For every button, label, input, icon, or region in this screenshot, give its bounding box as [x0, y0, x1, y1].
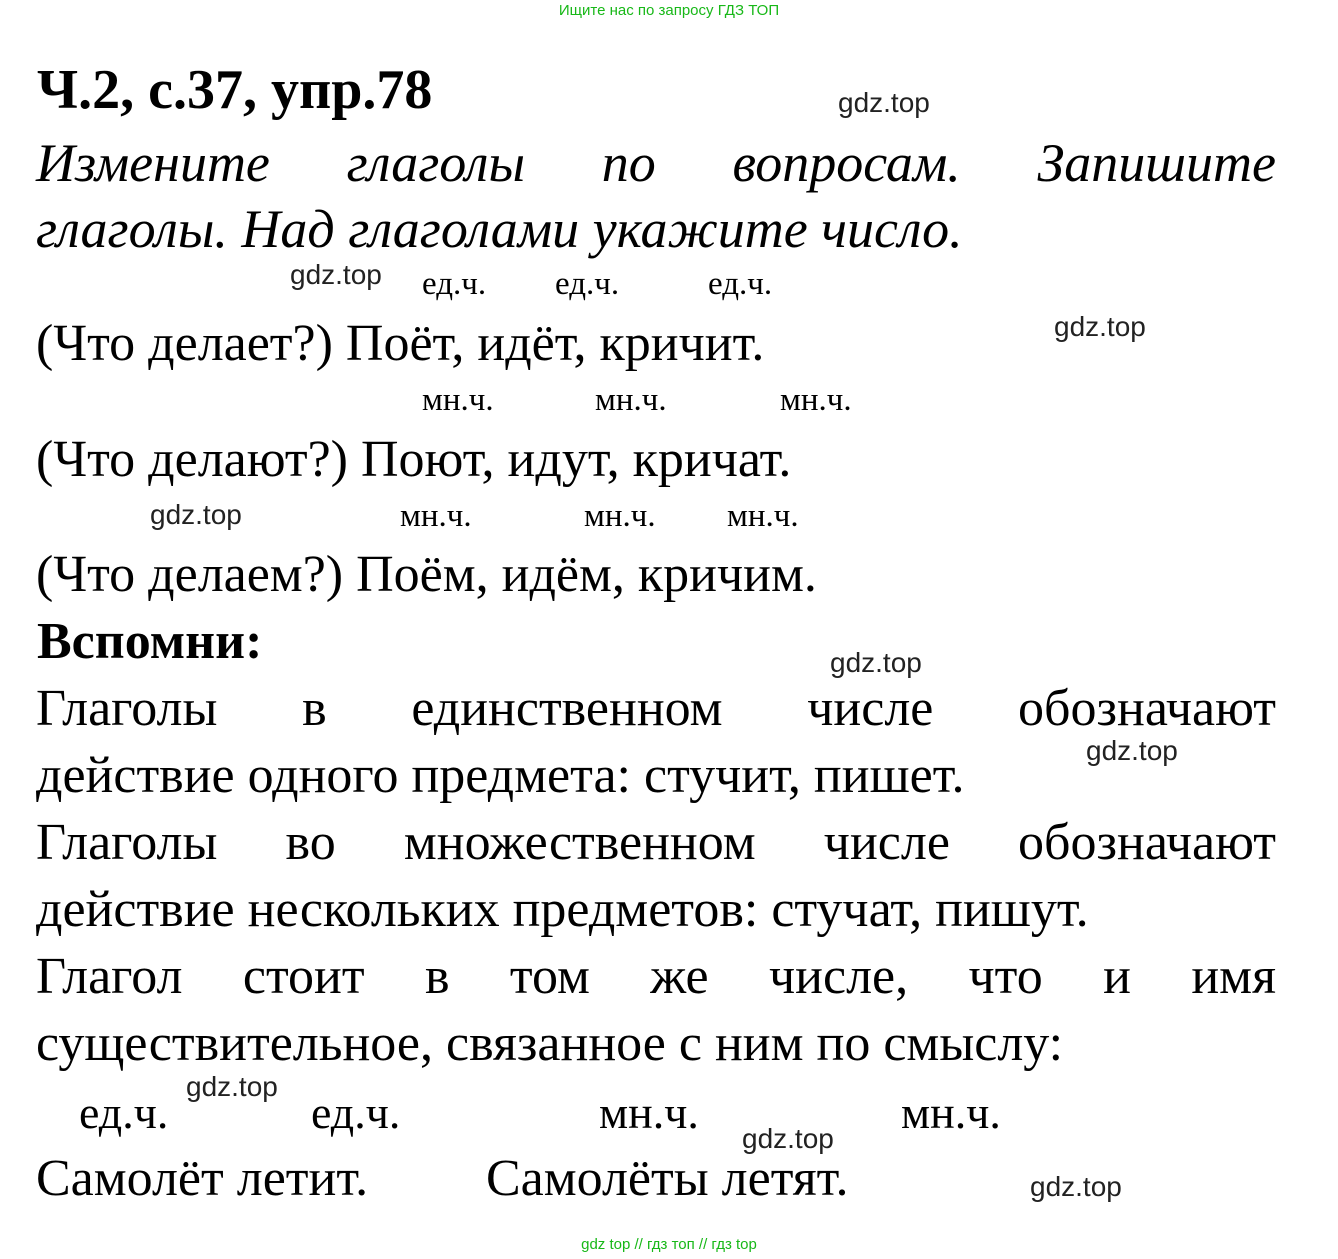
watermark: gdz.top	[186, 1071, 278, 1102]
example-text-singular: Самолёт летит.	[36, 1150, 369, 1207]
rule-line: существительное, связанное с ним по смыслу:	[36, 1015, 1064, 1072]
page-title: Ч.2, с.37, упр.78	[37, 59, 433, 121]
example-number-label: мн.ч.	[599, 1087, 699, 1138]
number-label: ед.ч.	[708, 266, 773, 302]
rule-line: действие нескольких предметов: стучат, пишут.	[36, 881, 1089, 938]
footer-banner: gdz top // гдз топ // гдз top	[581, 1236, 757, 1253]
watermark: gdz.top	[838, 87, 930, 118]
watermark: gdz.top	[830, 647, 922, 678]
rule-line: действие одного предмета: стучит, пишет.	[36, 747, 965, 804]
task-text-line-2: глаголы. Над глаголами укажите число.	[36, 199, 963, 259]
answer-line-2: (Что делают?) Поют, идут, кричат.	[36, 431, 792, 488]
answer-line-1: (Что делает?) Поёт, идёт, кричит.	[36, 315, 765, 372]
number-label: мн.ч.	[400, 498, 472, 534]
remember-heading: Вспомни:	[37, 613, 263, 670]
example-number-label: мн.ч.	[901, 1087, 1001, 1138]
example-number-label: ед.ч.	[79, 1087, 169, 1138]
number-label: мн.ч.	[584, 498, 656, 534]
watermark: gdz.top	[1030, 1171, 1122, 1202]
number-label: ед.ч.	[422, 266, 487, 302]
number-label: мн.ч.	[595, 382, 667, 418]
watermark: gdz.top	[290, 259, 382, 290]
number-label: мн.ч.	[727, 498, 799, 534]
rule-line: Глаголы во множественном числе обозначают	[36, 814, 1276, 871]
rule-line: Глагол стоит в том же числе, что и имя	[36, 948, 1276, 1005]
watermark: gdz.top	[742, 1123, 834, 1154]
example-text-plural: Самолёты летят.	[486, 1150, 849, 1207]
example-number-label: ед.ч.	[311, 1087, 401, 1138]
top-banner: Ищите нас по запросу ГДЗ ТОП	[558, 2, 780, 19]
watermark: gdz.top	[1086, 735, 1178, 766]
number-label: мн.ч.	[422, 382, 494, 418]
number-label: ед.ч.	[555, 266, 620, 302]
rule-line: Глаголы в единственном числе обозначают	[36, 680, 1276, 737]
watermark: gdz.top	[1054, 311, 1146, 342]
number-label: мн.ч.	[780, 382, 852, 418]
task-text-line-1: Измените глаголы по вопросам. Запишите	[36, 133, 1276, 193]
watermark: gdz.top	[150, 499, 242, 530]
answer-line-3: (Что делаем?) Поём, идём, кричим.	[36, 546, 817, 603]
